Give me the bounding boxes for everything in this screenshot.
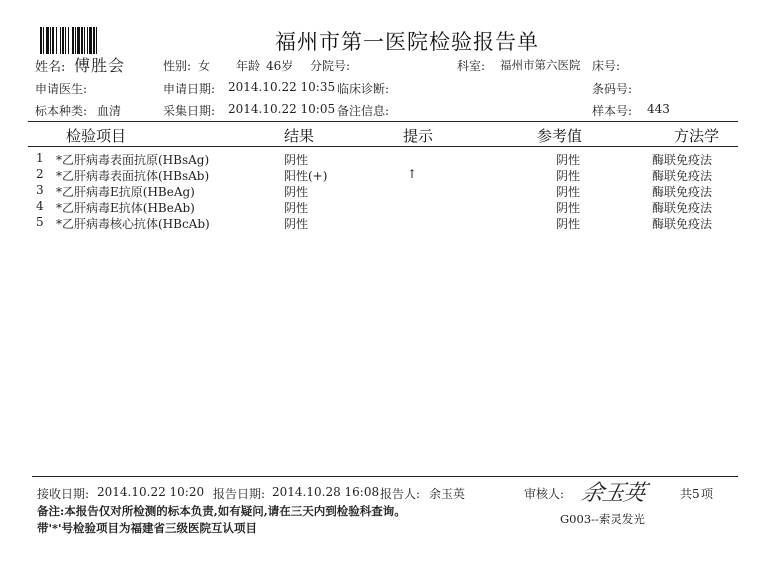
- row-item: *乙肝病毒表面抗体(HBsAb): [56, 169, 210, 183]
- row-result: 阳性(+): [284, 169, 328, 183]
- header-item: 检验项目: [66, 127, 127, 145]
- barcode-graphic: [40, 27, 136, 54]
- reviewer-signature: 余玉英: [578, 481, 648, 506]
- row-number: 5: [36, 215, 44, 229]
- patient-name: 傅胜会: [74, 56, 126, 75]
- row-item: *乙肝病毒E抗原(HBeAg): [56, 185, 195, 199]
- branch-label: 分院号:: [310, 59, 351, 73]
- row-item: *乙肝病毒核心抗体(HBcAb): [56, 217, 210, 231]
- row-result: 阴性: [284, 185, 309, 199]
- reviewer-stamp: G003--索灵发光: [560, 512, 645, 526]
- row-result: 阴性: [284, 217, 309, 231]
- reporter-label: 报告人:: [380, 487, 421, 501]
- row-number: 4: [36, 199, 44, 213]
- name-label: 姓名:: [35, 60, 66, 75]
- report-title: 福州市第一医院检验报告单: [275, 30, 539, 54]
- table-row: [0, 199, 765, 216]
- specimen-label: 标本种类:: [35, 104, 88, 118]
- table-top-rule: [28, 121, 738, 122]
- row-method: 酶联免疫法: [652, 153, 713, 167]
- row-hint: ↑: [407, 167, 418, 181]
- footer-note-validity: 备注:本报告仅对所检测的标本负责,如有疑问,请在三天内到检验科查询。: [37, 504, 406, 518]
- report-date-value: 2014.10.28 16:08: [272, 485, 380, 499]
- barcode-label: 条码号:: [592, 82, 633, 96]
- table-row: [0, 167, 765, 184]
- total-unit: 项: [701, 487, 714, 501]
- row-reference: 阴性: [556, 185, 581, 199]
- specimen-value: 血清: [97, 104, 122, 118]
- row-result: 阴性: [284, 153, 309, 167]
- row-result: 阴性: [284, 201, 309, 215]
- row-item: *乙肝病毒E抗体(HBeAb): [56, 201, 195, 215]
- age-label: 年龄: [236, 59, 261, 73]
- row-number: 1: [36, 151, 44, 165]
- total-count: 共5: [680, 487, 700, 501]
- row-reference: 阴性: [556, 217, 581, 231]
- table-header-rule: [28, 146, 738, 147]
- row-method: 酶联免疫法: [652, 185, 713, 199]
- row-item: *乙肝病毒表面抗原(HBsAg): [56, 153, 210, 167]
- sample-no-value: 443: [647, 102, 670, 116]
- header-result: 结果: [284, 127, 315, 145]
- age-value: 46岁: [266, 59, 294, 73]
- dept-label: 科室:: [457, 59, 486, 73]
- header-hint: 提示: [403, 127, 434, 145]
- collect-date-value: 2014.10.22 10:05: [228, 102, 336, 116]
- footer-note-mutual-recognition: 带'*'号检验项目为福建省三级医院互认项目: [37, 521, 258, 535]
- header-reference: 参考值: [537, 127, 583, 145]
- bed-label: 床号:: [592, 59, 621, 73]
- apply-date-value: 2014.10.22 10:35: [228, 80, 336, 94]
- doctor-label: 申请医生:: [35, 82, 88, 96]
- row-reference: 阴性: [556, 153, 581, 167]
- gender-value: 女: [198, 59, 211, 73]
- report-date-label: 报告日期:: [213, 487, 266, 501]
- row-method: 酶联免疫法: [652, 201, 713, 215]
- receive-date-label: 接收日期:: [37, 487, 90, 501]
- table-row: [0, 183, 765, 200]
- collect-date-label: 采集日期:: [163, 104, 216, 118]
- row-reference: 阴性: [556, 201, 581, 215]
- row-method: 酶联免疫法: [652, 169, 713, 183]
- apply-date-label: 申请日期:: [163, 82, 216, 96]
- row-number: 2: [36, 167, 44, 181]
- notes-label: 备注信息:: [337, 104, 390, 118]
- dept-value: 福州市第六医院: [500, 58, 581, 72]
- header-method: 方法学: [674, 127, 720, 145]
- reviewer-label: 审核人:: [524, 487, 565, 501]
- receive-date-value: 2014.10.22 10:20: [97, 485, 205, 499]
- table-row: [0, 151, 765, 168]
- sample-no-label: 样本号:: [592, 104, 633, 118]
- reporter-name: 余玉英: [429, 487, 466, 501]
- gender-label: 性别:: [163, 59, 192, 73]
- diagnosis-label: 临床诊断:: [337, 82, 390, 96]
- row-number: 3: [36, 183, 44, 197]
- row-reference: 阴性: [556, 169, 581, 183]
- row-method: 酶联免疫法: [652, 217, 713, 231]
- table-row: [0, 215, 765, 232]
- barcode-bar: [97, 27, 99, 54]
